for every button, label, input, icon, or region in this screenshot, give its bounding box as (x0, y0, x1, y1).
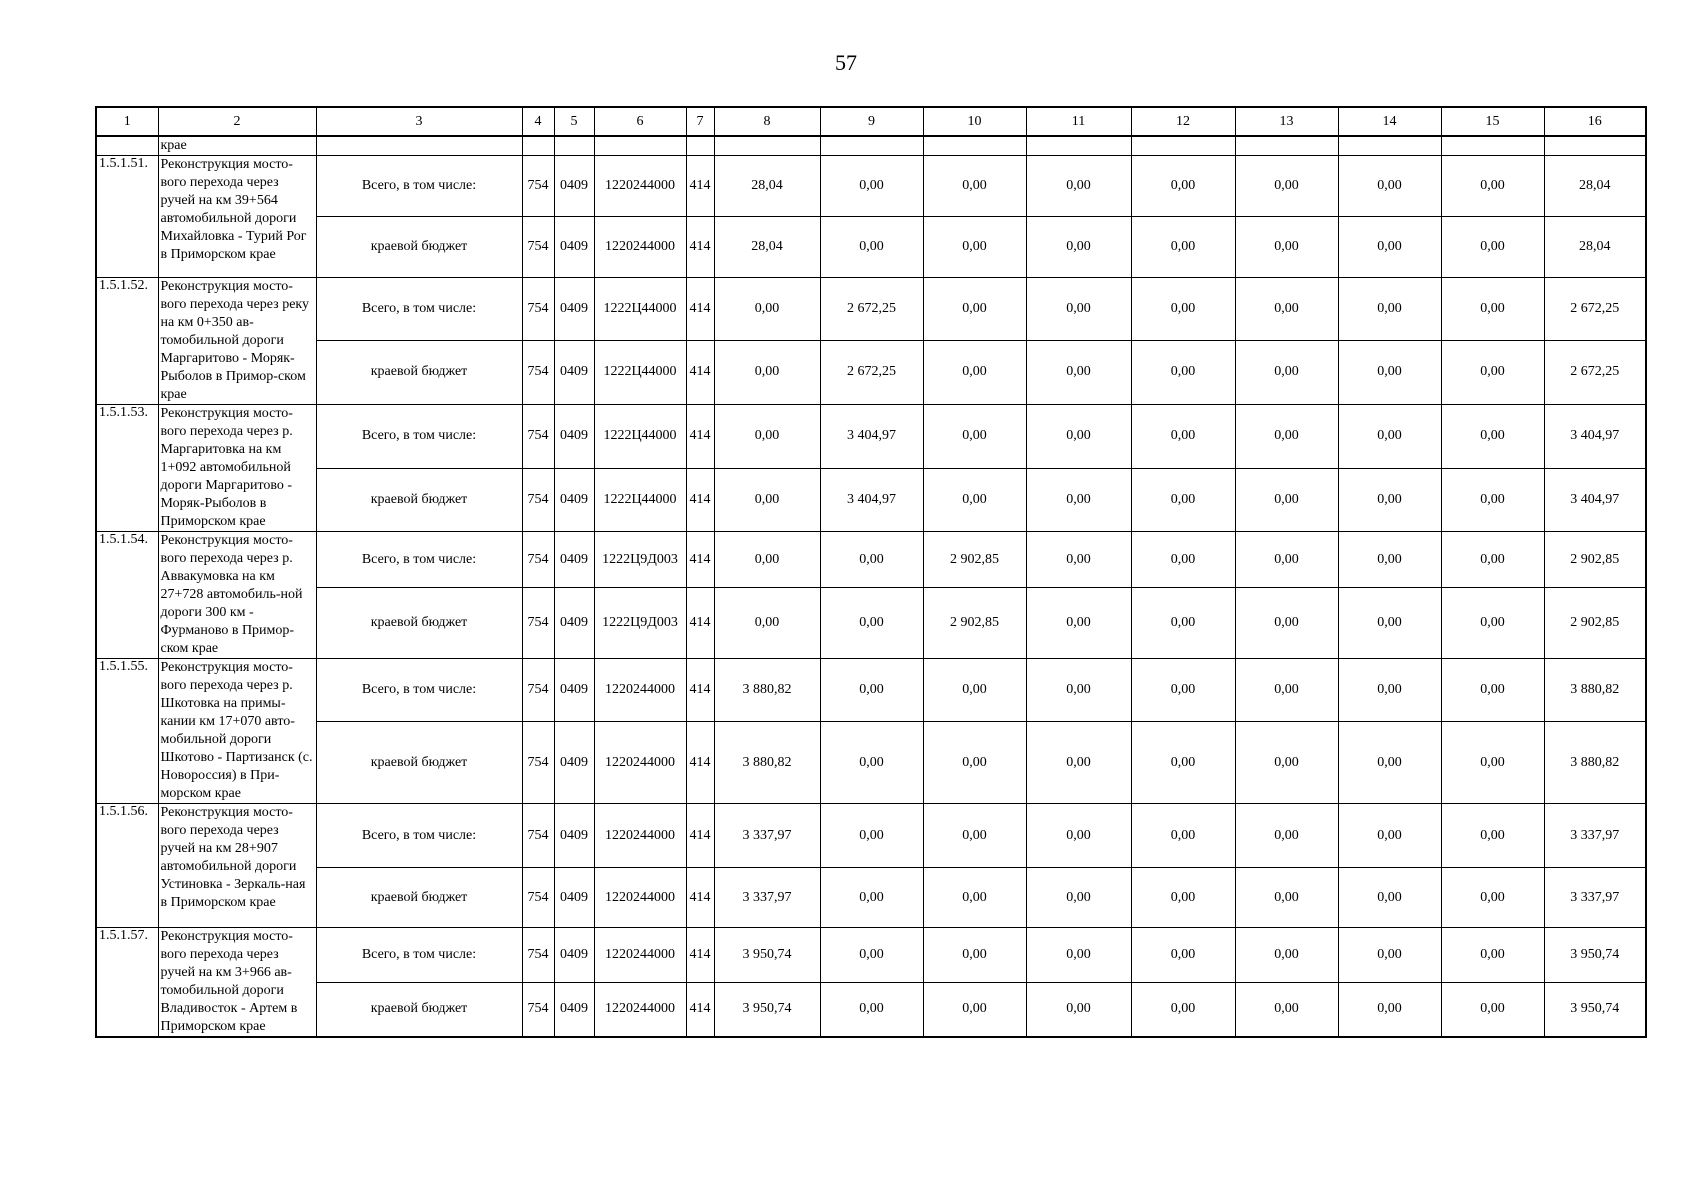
amount-cell: 0,00 (1235, 405, 1338, 469)
code-col4: 754 (522, 405, 554, 469)
item-id: 1.5.1.51. (96, 156, 158, 278)
amount-cell: 0,00 (923, 340, 1026, 404)
code-col6: 1220244000 (594, 659, 686, 722)
amount-cell: 0,00 (1338, 868, 1441, 928)
code-col7: 414 (686, 468, 714, 532)
code-col7: 414 (686, 217, 714, 278)
amount-cell: 2 672,25 (820, 278, 923, 341)
amount-cell: 3 880,82 (1544, 722, 1646, 804)
code-col5: 0409 (554, 278, 594, 341)
code-col6: 1220244000 (594, 217, 686, 278)
amount-cell: 0,00 (1441, 468, 1544, 532)
code-col7: 414 (686, 722, 714, 804)
amount-cell: 0,00 (1235, 722, 1338, 804)
amount-cell: 0,00 (1131, 928, 1235, 983)
amount-cell: 0,00 (1131, 532, 1235, 588)
code-col6: 1222Ц44000 (594, 468, 686, 532)
code-col4: 754 (522, 468, 554, 532)
funding-source: краевой бюджет (316, 217, 522, 278)
item-budget-row (96, 588, 1646, 659)
item-name: Реконструкция мосто-вого перехода через р. Маргаритовка на км 1+092 автомобильной дороги Маргаритово - Моряк-Рыболов в Приморском крае (158, 405, 316, 532)
code-col4: 754 (522, 722, 554, 804)
code-col5: 0409 (554, 722, 594, 804)
amount-cell: 0,00 (1131, 405, 1235, 469)
code-col7: 414 (686, 156, 714, 217)
amount-cell: 0,00 (923, 804, 1026, 868)
amount-cell: 0,00 (1131, 217, 1235, 278)
code-col6: 1220244000 (594, 868, 686, 928)
col-header: 9 (820, 107, 923, 136)
amount-cell: 2 902,85 (923, 532, 1026, 588)
code-col6: 1220244000 (594, 982, 686, 1037)
amount-cell: 0,00 (1338, 217, 1441, 278)
amount-cell: 0,00 (1026, 928, 1131, 983)
amount-cell: 0,00 (820, 804, 923, 868)
amount-cell: 0,00 (1026, 156, 1131, 217)
amount-cell: 0,00 (1441, 928, 1544, 983)
amount-cell: 0,00 (714, 532, 820, 588)
code-col6: 1222Ц9Д003 (594, 588, 686, 659)
funding-source: краевой бюджет (316, 468, 522, 532)
amount-cell: 0,00 (820, 532, 923, 588)
amount-cell: 3 404,97 (820, 468, 923, 532)
amount-cell: 0,00 (820, 722, 923, 804)
item-id: 1.5.1.57. (96, 928, 158, 1038)
code-col7: 414 (686, 405, 714, 469)
item-id: 1.5.1.54. (96, 532, 158, 659)
item-id: 1.5.1.53. (96, 405, 158, 532)
amount-cell: 0,00 (1026, 278, 1131, 341)
amount-cell: 0,00 (1235, 982, 1338, 1037)
amount-cell: 0,00 (1441, 722, 1544, 804)
amount-cell: 0,00 (1131, 868, 1235, 928)
code-col6: 1220244000 (594, 156, 686, 217)
code-col5: 0409 (554, 804, 594, 868)
amount-cell: 0,00 (923, 659, 1026, 722)
code-col5: 0409 (554, 405, 594, 469)
code-col7: 414 (686, 659, 714, 722)
funding-source: Всего, в том числе: (316, 659, 522, 722)
amount-cell: 0,00 (820, 588, 923, 659)
table-cell (686, 136, 714, 156)
amount-cell: 0,00 (923, 405, 1026, 469)
amount-cell: 0,00 (714, 405, 820, 469)
code-col6: 1220244000 (594, 928, 686, 983)
item-total-row (96, 156, 1646, 217)
amount-cell: 0,00 (1026, 982, 1131, 1037)
table-cell (923, 136, 1026, 156)
amount-cell: 0,00 (1338, 982, 1441, 1037)
amount-cell: 0,00 (1235, 156, 1338, 217)
amount-cell: 0,00 (1235, 804, 1338, 868)
item-total-row (96, 804, 1646, 868)
funding-source: Всего, в том числе: (316, 928, 522, 983)
code-col7: 414 (686, 928, 714, 983)
table-cell (96, 136, 158, 156)
code-col7: 414 (686, 278, 714, 341)
code-col5: 0409 (554, 928, 594, 983)
item-total-row (96, 532, 1646, 588)
amount-cell: 0,00 (1026, 868, 1131, 928)
amount-cell: 0,00 (1338, 468, 1441, 532)
amount-cell: 0,00 (1131, 156, 1235, 217)
col-header: 8 (714, 107, 820, 136)
amount-cell: 0,00 (1441, 868, 1544, 928)
item-name: Реконструкция мосто-вого перехода через ручей на км 39+564 автомобильной дороги Михайловка - Турий Рог в Приморском крае (158, 156, 316, 278)
code-col4: 754 (522, 588, 554, 659)
col-header: 2 (158, 107, 316, 136)
table-cell (1235, 136, 1338, 156)
table-cell (1441, 136, 1544, 156)
col-header: 14 (1338, 107, 1441, 136)
table-cell (316, 136, 522, 156)
amount-cell: 3 950,74 (1544, 982, 1646, 1037)
item-id: 1.5.1.52. (96, 278, 158, 405)
table-cell (1338, 136, 1441, 156)
code-col7: 414 (686, 868, 714, 928)
amount-cell: 0,00 (1338, 804, 1441, 868)
col-header: 13 (1235, 107, 1338, 136)
amount-cell: 3 950,74 (714, 982, 820, 1037)
code-col5: 0409 (554, 156, 594, 217)
col-header: 11 (1026, 107, 1131, 136)
col-header: 4 (522, 107, 554, 136)
item-total-row (96, 278, 1646, 341)
code-col4: 754 (522, 156, 554, 217)
item-budget-row (96, 982, 1646, 1037)
amount-cell: 0,00 (820, 982, 923, 1037)
table-body (96, 136, 1646, 1037)
amount-cell: 2 902,85 (1544, 588, 1646, 659)
table-cell (522, 136, 554, 156)
item-budget-row (96, 468, 1646, 532)
table-cell (1026, 136, 1131, 156)
item-id: 1.5.1.55. (96, 659, 158, 804)
item-budget-row (96, 722, 1646, 804)
amount-cell: 28,04 (1544, 156, 1646, 217)
code-col4: 754 (522, 278, 554, 341)
funding-source: Всего, в том числе: (316, 278, 522, 341)
code-col4: 754 (522, 804, 554, 868)
amount-cell: 0,00 (1338, 156, 1441, 217)
code-col6: 1220244000 (594, 804, 686, 868)
amount-cell: 0,00 (1026, 405, 1131, 469)
item-budget-row (96, 217, 1646, 278)
item-total-row (96, 928, 1646, 983)
amount-cell: 28,04 (714, 217, 820, 278)
amount-cell: 0,00 (1235, 532, 1338, 588)
amount-cell: 0,00 (714, 468, 820, 532)
funding-source: Всего, в том числе: (316, 804, 522, 868)
amount-cell: 0,00 (923, 278, 1026, 341)
amount-cell: 0,00 (923, 156, 1026, 217)
item-budget-row (96, 868, 1646, 928)
amount-cell: 0,00 (923, 868, 1026, 928)
amount-cell: 0,00 (1026, 659, 1131, 722)
amount-cell: 0,00 (1131, 340, 1235, 404)
table-cell (594, 136, 686, 156)
code-col5: 0409 (554, 982, 594, 1037)
amount-cell: 2 672,25 (1544, 340, 1646, 404)
code-col7: 414 (686, 982, 714, 1037)
amount-cell: 2 902,85 (923, 588, 1026, 659)
amount-cell: 0,00 (1235, 340, 1338, 404)
item-name: Реконструкция мосто-вого перехода через реку на км 0+350 ав-томобильной дороги Маргаритово - Моряк-Рыболов в Примор-ском крае (158, 278, 316, 405)
amount-cell: 2 902,85 (1544, 532, 1646, 588)
table-cell (820, 136, 923, 156)
amount-cell: 0,00 (1338, 588, 1441, 659)
code-col5: 0409 (554, 468, 594, 532)
item-id: 1.5.1.56. (96, 804, 158, 928)
amount-cell: 0,00 (1338, 928, 1441, 983)
table-cell (1131, 136, 1235, 156)
amount-cell: 0,00 (1235, 659, 1338, 722)
funding-source: краевой бюджет (316, 982, 522, 1037)
funding-source: краевой бюджет (316, 722, 522, 804)
amount-cell: 3 880,82 (714, 659, 820, 722)
table-cell (714, 136, 820, 156)
amount-cell: 0,00 (1026, 588, 1131, 659)
table-cell (1544, 136, 1646, 156)
amount-cell: 3 950,74 (1544, 928, 1646, 983)
amount-cell: 0,00 (1026, 532, 1131, 588)
code-col5: 0409 (554, 868, 594, 928)
code-col4: 754 (522, 217, 554, 278)
amount-cell: 0,00 (1441, 532, 1544, 588)
item-name: Реконструкция мосто-вого перехода через р. Шкотовка на примы-кании км 17+070 авто-мобильной дороги Шкотово - Партизанск (с. Новороссия) в При-морском крае (158, 659, 316, 804)
amount-cell: 0,00 (1235, 468, 1338, 532)
amount-cell: 0,00 (1131, 278, 1235, 341)
amount-cell: 3 337,97 (1544, 868, 1646, 928)
code-col7: 414 (686, 588, 714, 659)
amount-cell: 28,04 (714, 156, 820, 217)
col-header: 3 (316, 107, 522, 136)
amount-cell: 0,00 (820, 156, 923, 217)
amount-cell: 3 337,97 (714, 804, 820, 868)
amount-cell: 0,00 (1131, 804, 1235, 868)
item-name: Реконструкция мосто-вого перехода через ручей на км 28+907 автомобильной дороги Устиновка - Зеркаль-ная в Приморском крае (158, 804, 316, 928)
amount-cell: 0,00 (714, 588, 820, 659)
amount-cell: 3 404,97 (1544, 468, 1646, 532)
amount-cell: 3 337,97 (714, 868, 820, 928)
amount-cell: 0,00 (1441, 217, 1544, 278)
amount-cell: 0,00 (1338, 659, 1441, 722)
amount-cell: 2 672,25 (820, 340, 923, 404)
code-col4: 754 (522, 928, 554, 983)
code-col4: 754 (522, 532, 554, 588)
amount-cell: 3 337,97 (1544, 804, 1646, 868)
amount-cell: 0,00 (1338, 722, 1441, 804)
code-col6: 1220244000 (594, 722, 686, 804)
code-col4: 754 (522, 340, 554, 404)
amount-cell: 0,00 (1338, 405, 1441, 469)
code-col5: 0409 (554, 340, 594, 404)
amount-cell: 28,04 (1544, 217, 1646, 278)
amount-cell: 0,00 (820, 217, 923, 278)
amount-cell: 0,00 (923, 468, 1026, 532)
item-name: Реконструкция мосто-вого перехода через р. Аввакумовка на км 27+728 автомобиль-ной дороги 300 км - Фурманово в Примор-ском крае (158, 532, 316, 659)
amount-cell: 0,00 (1026, 468, 1131, 532)
amount-cell: 0,00 (1131, 468, 1235, 532)
table-cell (554, 136, 594, 156)
code-col5: 0409 (554, 659, 594, 722)
amount-cell: 0,00 (1131, 982, 1235, 1037)
col-header: 5 (554, 107, 594, 136)
amount-cell: 0,00 (923, 217, 1026, 278)
amount-cell: 0,00 (1441, 982, 1544, 1037)
page-number: 57 (835, 50, 857, 75)
amount-cell: 0,00 (1441, 405, 1544, 469)
amount-cell: 0,00 (923, 928, 1026, 983)
amount-cell: 0,00 (1235, 868, 1338, 928)
funding-source: Всего, в том числе: (316, 532, 522, 588)
amount-cell: 0,00 (1235, 588, 1338, 659)
code-col5: 0409 (554, 532, 594, 588)
continuation-text: крае (158, 136, 316, 156)
code-col7: 414 (686, 340, 714, 404)
col-header: 7 (686, 107, 714, 136)
col-header: 10 (923, 107, 1026, 136)
amount-cell: 2 672,25 (1544, 278, 1646, 341)
amount-cell: 3 950,74 (714, 928, 820, 983)
amount-cell: 0,00 (1131, 659, 1235, 722)
col-header: 12 (1131, 107, 1235, 136)
amount-cell: 0,00 (1026, 722, 1131, 804)
amount-cell: 3 880,82 (714, 722, 820, 804)
col-header: 15 (1441, 107, 1544, 136)
amount-cell: 0,00 (1338, 340, 1441, 404)
amount-cell: 0,00 (1131, 588, 1235, 659)
amount-cell: 0,00 (1235, 928, 1338, 983)
amount-cell: 0,00 (714, 340, 820, 404)
amount-cell: 0,00 (1235, 217, 1338, 278)
amount-cell: 0,00 (714, 278, 820, 341)
amount-cell: 3 880,82 (1544, 659, 1646, 722)
col-header: 1 (96, 107, 158, 136)
funding-source: краевой бюджет (316, 340, 522, 404)
funding-source: краевой бюджет (316, 588, 522, 659)
col-header: 6 (594, 107, 686, 136)
code-col6: 1222Ц9Д003 (594, 532, 686, 588)
amount-cell: 0,00 (1026, 804, 1131, 868)
code-col7: 414 (686, 804, 714, 868)
amount-cell: 3 404,97 (1544, 405, 1646, 469)
header-row (96, 107, 1646, 136)
code-col5: 0409 (554, 217, 594, 278)
amount-cell: 0,00 (1441, 659, 1544, 722)
code-col4: 754 (522, 659, 554, 722)
amount-cell: 0,00 (820, 928, 923, 983)
amount-cell: 0,00 (1441, 278, 1544, 341)
amount-cell: 0,00 (1441, 340, 1544, 404)
amount-cell: 0,00 (1338, 532, 1441, 588)
amount-cell: 0,00 (923, 982, 1026, 1037)
amount-cell: 0,00 (1026, 217, 1131, 278)
item-name: Реконструкция мосто-вого перехода через ручей на км 3+966 ав-томобильной дороги Владивосток - Артем в Приморском крае (158, 928, 316, 1038)
amount-cell: 0,00 (1131, 722, 1235, 804)
amount-cell: 0,00 (1441, 804, 1544, 868)
amount-cell: 0,00 (1026, 340, 1131, 404)
code-col5: 0409 (554, 588, 594, 659)
code-col7: 414 (686, 532, 714, 588)
item-total-row (96, 659, 1646, 722)
code-col6: 1222Ц44000 (594, 278, 686, 341)
amount-cell: 3 404,97 (820, 405, 923, 469)
continuation-row (96, 136, 1646, 156)
col-header: 16 (1544, 107, 1646, 136)
amount-cell: 0,00 (820, 659, 923, 722)
amount-cell: 0,00 (923, 722, 1026, 804)
funding-source: Всего, в том числе: (316, 156, 522, 217)
code-col6: 1222Ц44000 (594, 340, 686, 404)
funding-source: Всего, в том числе: (316, 405, 522, 469)
code-col4: 754 (522, 982, 554, 1037)
item-total-row (96, 405, 1646, 469)
amount-cell: 0,00 (820, 868, 923, 928)
amount-cell: 0,00 (1338, 278, 1441, 341)
amount-cell: 0,00 (1441, 588, 1544, 659)
funding-source: краевой бюджет (316, 868, 522, 928)
budget-table (95, 106, 1647, 1038)
amount-cell: 0,00 (1441, 156, 1544, 217)
item-budget-row (96, 340, 1646, 404)
code-col6: 1222Ц44000 (594, 405, 686, 469)
code-col4: 754 (522, 868, 554, 928)
amount-cell: 0,00 (1235, 278, 1338, 341)
